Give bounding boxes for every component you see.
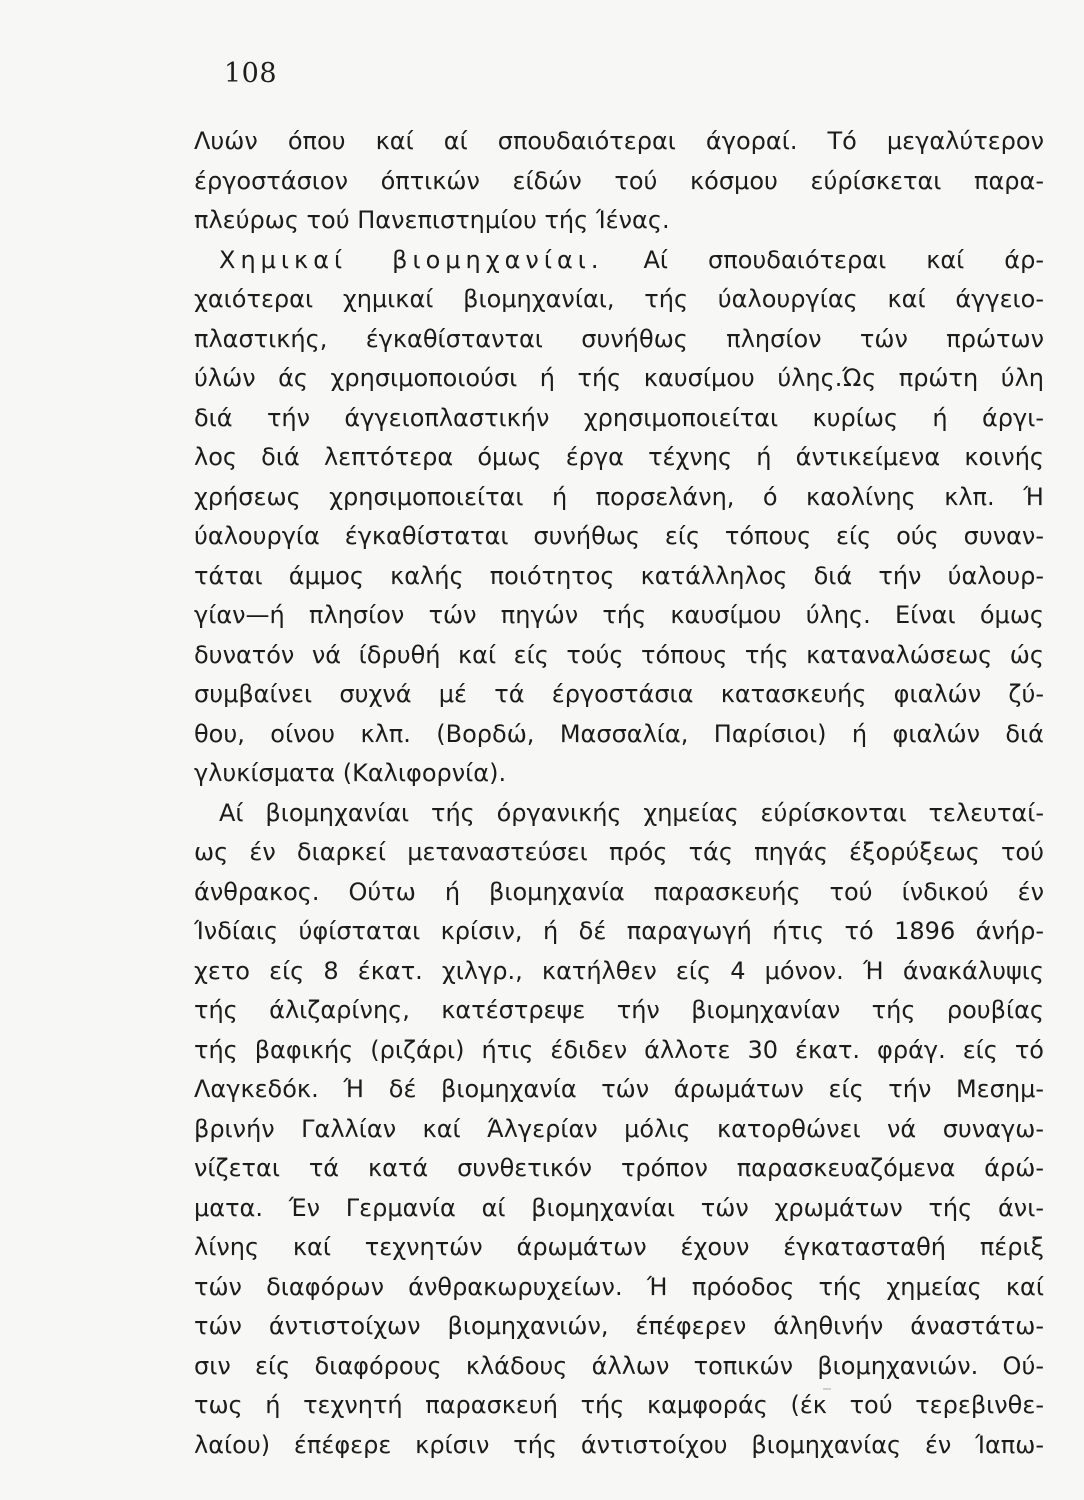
text-line: τής βαφικής (ριζάρι) ήτις έδιδεν άλλοτε 30 έκατ. φράγ. είς τό xyxy=(194,1035,1044,1064)
text-line: λαίου) έπέφερε κρίσιν τής άντιστοίχου βιομηχανίας έν Ίαπω- xyxy=(194,1430,1044,1459)
text-line: ύαλουργία έγκαθίσταται συνήθως είς τόπους είς ούς συναν- xyxy=(194,522,1044,550)
text-line: ως έν διαρκεί μεταναστεύσει πρός τάς πηγάς έξορύξεως τού xyxy=(194,838,1044,866)
text-line: τάται άμμος καλής ποιότητος κατάλληλος διά τήν ύαλουρ- xyxy=(194,561,1044,590)
text-line: πλαστικής, έγκαθίστανται συνήθως πλησίον τών πρώτων xyxy=(194,324,1044,353)
text-line: έργοστάσιον όπτικών είδών τού κόσμου εύρίσκεται παρα- xyxy=(194,166,1044,195)
text-line: θου, οίνου κλπ. (Βορδώ, Μασσαλία, Παρίσιοι) ή φιαλών διά xyxy=(194,719,1044,748)
paper-speck xyxy=(823,1388,831,1390)
text-line: χετο είς 8 έκατ. χιλγρ., κατήλθεν είς 4 μόνον. Ή άνακάλυψις xyxy=(194,956,1044,985)
text-line: ύλών άς χρησιμοποιούσι ή τής καυσίμου ύλης.Ώς πρώτη ύλη xyxy=(194,364,1044,392)
text-line: Λαγκεδόκ. Ή δέ βιομηχανία τών άρωμάτων είς τήν Μεσημ- xyxy=(194,1075,1044,1103)
text-line: λίνης καί τεχνητών άρωμάτων έχουν έγκατασταθή πέριξ xyxy=(194,1233,1044,1261)
section-heading: Χημικαί βιομηχανίαι. xyxy=(219,245,604,274)
text-line xyxy=(194,241,1044,281)
text-line: τών διαφόρων άνθρακωρυχείων. Ή πρόοδος τής χημείας καί xyxy=(194,1272,1044,1301)
text-line: λος διά λεπτότερα όμως έργα τέχνης ή άντικείμενα κοινής xyxy=(194,443,1044,471)
text-line-continuation: Αί σπουδαιότεραι καί άρ- xyxy=(603,245,1044,274)
page-number: 108 xyxy=(224,58,278,89)
text-line: Ίνδίαις ύφίσταται κρίσιν, ή δέ παραγωγή ήτις τό 1896 άνήρ- xyxy=(194,917,1044,945)
text-line: Λυών όπου καί αί σπουδαιότεραι άγοραί. Τό μεγαλύτερον xyxy=(194,127,1044,155)
text-line: άνθρακος. Ούτω ή βιομηχανία παρασκευής τού ίνδικού έν xyxy=(194,877,1044,906)
text-line: βρινήν Γαλλίαν καί Άλγερίαν μόλις κατορθώνει νά συναγω- xyxy=(194,1114,1044,1143)
text-line: Αί βιομηχανίαι τής όργανικής χημείας εύρίσκονται τελευταί- xyxy=(219,798,1044,827)
text-line: σιν είς διαφόρους κλάδους άλλων τοπικών βιομηχανιών. Ού- xyxy=(194,1351,1044,1380)
body-text xyxy=(194,122,1044,1465)
text-line: γίαν—ή πλησίον τών πηγών τής καυσίμου ύλης. Είναι όμως xyxy=(194,601,1044,629)
text-line: χαιότεραι χημικαί βιομηχανίαι, τής ύαλουργίας καί άγγειο- xyxy=(194,285,1044,313)
text-line: ματα. Έν Γερμανία αί βιομηχανίαι τών χρωμάτων τής άνι- xyxy=(194,1193,1044,1222)
text-line: πλεύρως τού Πανεπιστημίου τής Ίένας. xyxy=(194,206,670,234)
text-line: νίζεται τά κατά συνθετικόν τρόπον παρασκευαζόμενα άρώ- xyxy=(194,1154,1044,1182)
text-line: τών άντιστοίχων βιομηχανιών, έπέφερεν άληθινήν άναστάτω- xyxy=(194,1312,1044,1340)
text-line: δυνατόν νά ίδρυθή καί είς τούς τόπους τής καταναλώσεως ώς xyxy=(194,640,1044,669)
text-line: χρήσεως χρησιμοποιείται ή πορσελάνη, ό καολίνης κλπ. Ή xyxy=(194,482,1044,511)
text-line: γλυκίσματα (Καλιφορνία). xyxy=(194,759,507,787)
text-line: συμβαίνει συχνά μέ τά έργοστάσια κατασκευής φιαλών ζύ- xyxy=(194,680,1044,708)
text-line: τως ή τεχνητή παρασκευή τής καμφοράς (έκ τού τερεβινθε- xyxy=(194,1391,1044,1419)
text-line: διά τήν άγγειοπλαστικήν χρησιμοποιείται κυρίως ή άργι- xyxy=(194,403,1044,432)
text-line: τής άλιζαρίνης, κατέστρεψε τήν βιομηχανίαν τής ρουβίας xyxy=(194,996,1044,1024)
